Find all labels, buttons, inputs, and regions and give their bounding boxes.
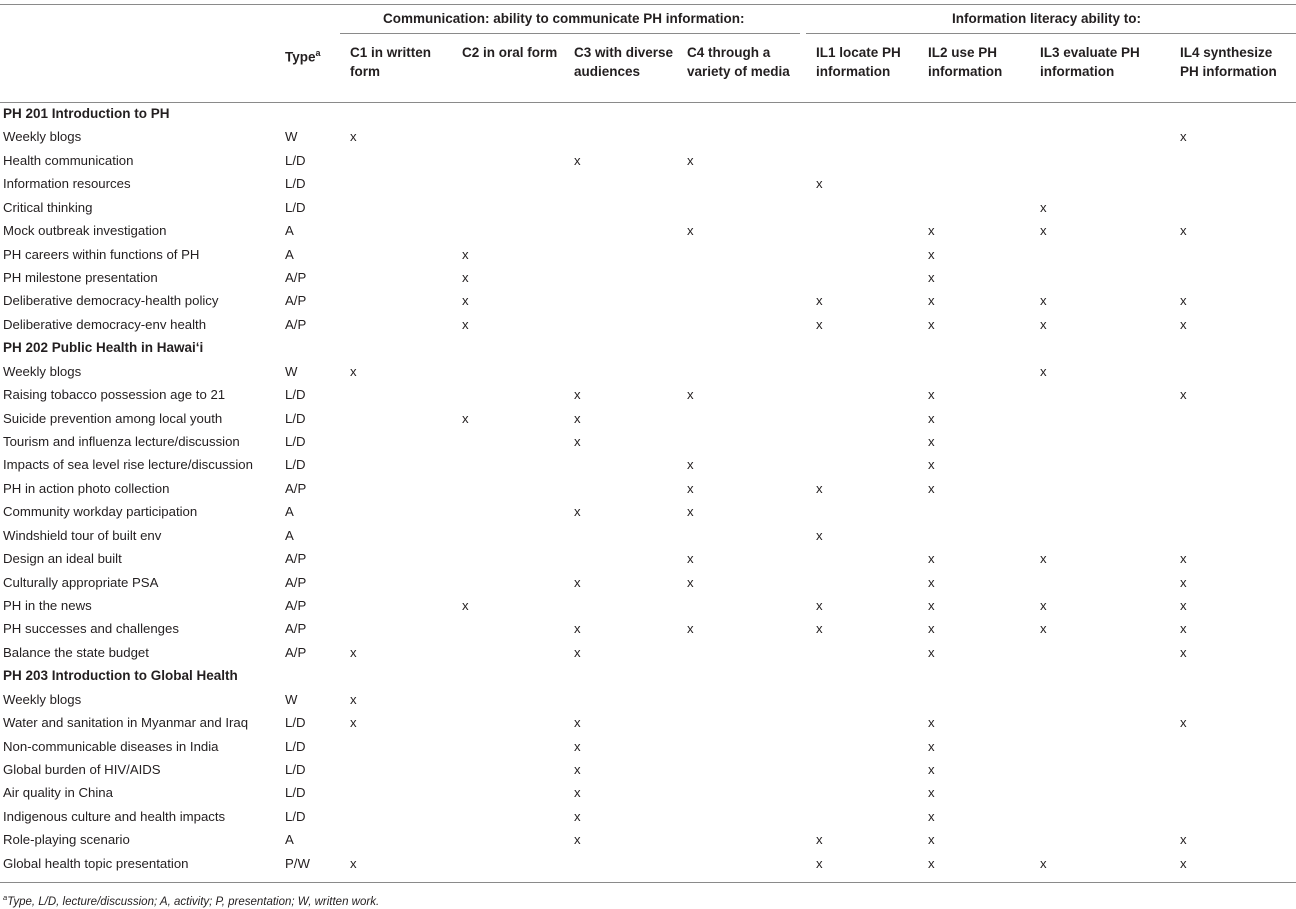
mark-cell-il4-synthesize: x — [1180, 621, 1187, 637]
mark-cell-il2-use: x — [928, 855, 935, 871]
type-cell: W — [285, 691, 298, 707]
type-cell: A/P — [285, 621, 307, 637]
mark-cell-il2-use: x — [928, 434, 935, 450]
table-row — [0, 314, 1296, 337]
mark-cell-c4-variety-media: x — [687, 457, 694, 473]
mark-cell-il1-locate: x — [816, 832, 823, 848]
type-cell: L/D — [285, 457, 306, 473]
table-bottom-rule — [0, 882, 1296, 883]
activity-cell: Community workday participation — [3, 504, 198, 520]
type-cell: L/D — [285, 434, 306, 450]
mark-cell-c1-written: x — [350, 644, 357, 660]
mark-cell-il2-use: x — [928, 410, 935, 426]
table-row — [0, 173, 1296, 196]
mark-cell-il3-evaluate: x — [1040, 621, 1047, 637]
mark-cell-il2-use: x — [928, 574, 935, 590]
mark-cell-c1-written: x — [350, 363, 357, 379]
table-row — [0, 642, 1296, 665]
mark-cell-il2-use: x — [928, 246, 935, 262]
mark-cell-c3-diverse-audiences: x — [574, 434, 581, 450]
mark-cell-il1-locate: x — [816, 480, 823, 496]
mark-cell-c3-diverse-audiences: x — [574, 832, 581, 848]
column-header-il2-use: IL2 use PH information — [928, 45, 1003, 79]
table-row — [0, 431, 1296, 454]
mark-cell-c4-variety-media: x — [687, 621, 694, 637]
mark-cell-c3-diverse-audiences: x — [574, 387, 581, 403]
type-cell: L/D — [285, 176, 306, 192]
mark-cell-c2-oral: x — [462, 598, 469, 614]
mark-cell-il1-locate: x — [816, 527, 823, 543]
table-row — [0, 150, 1296, 173]
group-rule-communication — [340, 33, 800, 34]
type-cell: L/D — [285, 738, 306, 754]
mark-cell-il4-synthesize: x — [1180, 387, 1187, 403]
mark-cell-il3-evaluate: x — [1040, 551, 1047, 567]
mark-cell-il4-synthesize: x — [1180, 598, 1187, 614]
table-row — [0, 408, 1296, 431]
mark-cell-il3-evaluate: x — [1040, 855, 1047, 871]
mark-cell-il2-use: x — [928, 316, 935, 332]
mark-cell-il3-evaluate: x — [1040, 363, 1047, 379]
mark-cell-c2-oral: x — [462, 410, 469, 426]
activity-cell: PH in action photo collection — [3, 480, 170, 496]
mark-cell-c4-variety-media: x — [687, 223, 694, 239]
activity-cell: Suicide prevention among local youth — [3, 410, 223, 426]
mark-cell-c2-oral: x — [462, 246, 469, 262]
table-row — [0, 525, 1296, 548]
section-title: PH 203 Introduction to Global Health — [3, 668, 238, 684]
type-cell: A/P — [285, 293, 307, 309]
table-row — [0, 126, 1296, 149]
mark-cell-il1-locate: x — [816, 621, 823, 637]
type-cell: L/D — [285, 387, 306, 403]
mark-cell-c3-diverse-audiences: x — [574, 762, 581, 778]
mark-cell-c2-oral: x — [462, 270, 469, 285]
activity-cell: Weekly blogs — [3, 363, 82, 379]
type-cell: A/P — [285, 551, 307, 567]
type-column-header — [285, 44, 321, 67]
activity-cell: Water and sanitation in Myanmar and Iraq — [3, 715, 249, 731]
mark-cell-il3-evaluate: x — [1040, 598, 1047, 614]
type-column-label: Type — [285, 49, 316, 65]
mark-cell-il4-synthesize: x — [1180, 316, 1187, 332]
mark-cell-il2-use: x — [928, 808, 935, 824]
table-row — [0, 853, 1296, 876]
type-cell: A/P — [285, 316, 307, 332]
section-header-row — [0, 337, 1296, 360]
mark-cell-il2-use: x — [928, 551, 935, 567]
table-row — [0, 759, 1296, 782]
column-header-il1-locate: IL1 locate PH information — [816, 45, 901, 79]
section-title: PH 201 Introduction to PH — [3, 106, 170, 121]
mark-cell-c1-written: x — [350, 715, 357, 731]
mark-cell-il2-use: x — [928, 644, 935, 660]
type-cell: A/P — [285, 598, 307, 614]
activity-cell: Weekly blogs — [3, 691, 82, 707]
table-row — [0, 244, 1296, 267]
column-header-c2-oral: C2 in oral form — [462, 45, 558, 60]
mark-cell-c4-variety-media: x — [687, 387, 694, 403]
group-header-communication: Communication: ability to communicate PH information: — [383, 11, 745, 26]
mark-cell-c3-diverse-audiences: x — [574, 644, 581, 660]
table-row — [0, 618, 1296, 641]
mark-cell-il3-evaluate: x — [1040, 293, 1047, 309]
type-cell: L/D — [285, 808, 306, 824]
type-cell: L/D — [285, 199, 306, 215]
mark-cell-c1-written: x — [350, 691, 357, 707]
table-row — [0, 197, 1296, 220]
column-header-c4-variety-media: C4 through a variety of media — [687, 45, 790, 79]
type-cell: A/P — [285, 480, 307, 496]
mark-cell-il2-use: x — [928, 387, 935, 403]
table-row — [0, 478, 1296, 501]
activity-cell: Non-communicable diseases in India — [3, 738, 219, 754]
type-cell: W — [285, 363, 298, 379]
table-row — [0, 454, 1296, 477]
mark-cell-c3-diverse-audiences: x — [574, 410, 581, 426]
mark-cell-il2-use: x — [928, 715, 935, 731]
activity-cell: Tourism and influenza lecture/discussion — [3, 434, 240, 450]
mark-cell-c2-oral: x — [462, 316, 469, 332]
section-header-row — [0, 665, 1296, 688]
mark-cell-c4-variety-media: x — [687, 480, 694, 496]
mark-cell-il2-use: x — [928, 270, 935, 285]
table-row — [0, 829, 1296, 852]
mark-cell-c3-diverse-audiences: x — [574, 808, 581, 824]
mark-cell-il2-use: x — [928, 223, 935, 239]
table-row — [0, 782, 1296, 805]
mark-cell-c3-diverse-audiences: x — [574, 738, 581, 754]
type-cell: P/W — [285, 855, 310, 871]
mark-cell-c1-written: x — [350, 855, 357, 871]
mark-cell-il1-locate: x — [816, 176, 823, 192]
type-cell: A — [285, 504, 294, 520]
mark-cell-il2-use: x — [928, 621, 935, 637]
mark-cell-c3-diverse-audiences: x — [574, 504, 581, 520]
mark-cell-il1-locate: x — [816, 316, 823, 332]
table-footnote — [3, 893, 379, 908]
activity-cell: Global burden of HIV/AIDS — [3, 762, 161, 778]
table-row — [0, 267, 1296, 290]
type-cell: A — [285, 832, 294, 848]
mark-cell-c3-diverse-audiences: x — [574, 574, 581, 590]
activity-cell: PH in the news — [3, 598, 92, 614]
mark-cell-il4-synthesize: x — [1180, 855, 1187, 871]
activity-cell: Indigenous culture and health impacts — [3, 808, 226, 824]
table-row — [0, 736, 1296, 759]
top-rule — [0, 4, 1296, 5]
group-header-information-literacy: Information literacy ability to: — [952, 11, 1142, 26]
activity-cell: Mock outbreak investigation — [3, 223, 167, 239]
mark-cell-c4-variety-media: x — [687, 574, 694, 590]
table-row — [0, 220, 1296, 243]
column-header-c3-diverse-audiences: C3 with diverse audiences — [574, 45, 674, 79]
mark-cell-c1-written: x — [350, 129, 357, 145]
activity-cell: PH successes and challenges — [3, 621, 179, 637]
table-row — [0, 290, 1296, 313]
mark-cell-il2-use: x — [928, 598, 935, 614]
activity-cell: Air quality in China — [3, 785, 113, 801]
activity-cell: Weekly blogs — [3, 129, 82, 145]
activity-cell: Culturally appropriate PSA — [3, 574, 159, 590]
mark-cell-c2-oral: x — [462, 293, 469, 309]
table-row — [0, 572, 1296, 595]
mark-cell-c4-variety-media: x — [687, 551, 694, 567]
mark-cell-c4-variety-media: x — [687, 152, 694, 168]
type-cell: L/D — [285, 410, 306, 426]
mark-cell-il2-use: x — [928, 738, 935, 754]
activity-cell: Information resources — [3, 176, 131, 192]
mark-cell-il4-synthesize: x — [1180, 644, 1187, 660]
type-cell: L/D — [285, 785, 306, 801]
mark-cell-il1-locate: x — [816, 293, 823, 309]
table-row — [0, 712, 1296, 735]
footnote-text: Type, L/D, lecture/discussion; A, activity; P, presentation; W, written work. — [7, 895, 380, 908]
mark-cell-il3-evaluate: x — [1040, 223, 1047, 239]
activity-cell: Design an ideal built — [3, 551, 122, 567]
mark-cell-c3-diverse-audiences: x — [574, 621, 581, 637]
activity-cell: Deliberative democracy-env health — [3, 316, 207, 332]
mark-cell-il2-use: x — [928, 480, 935, 496]
mark-cell-il2-use: x — [928, 762, 935, 778]
activity-cell: Raising tobacco possession age to 21 — [3, 387, 226, 403]
type-cell: A — [285, 527, 294, 543]
activity-cell: Balance the state budget — [3, 644, 149, 660]
type-cell: A/P — [285, 270, 307, 285]
mark-cell-c3-diverse-audiences: x — [574, 785, 581, 801]
mark-cell-c4-variety-media: x — [687, 504, 694, 520]
mark-cell-c3-diverse-audiences: x — [574, 152, 581, 168]
mark-cell-il1-locate: x — [816, 855, 823, 871]
table-row — [0, 384, 1296, 407]
activity-cell: Critical thinking — [3, 199, 93, 215]
activity-cell: Health communication — [3, 152, 134, 168]
mark-cell-il4-synthesize: x — [1180, 551, 1187, 567]
mark-cell-il3-evaluate: x — [1040, 316, 1047, 332]
activity-cell: Role-playing scenario — [3, 832, 130, 848]
mark-cell-il2-use: x — [928, 457, 935, 473]
type-cell: L/D — [285, 715, 306, 731]
activity-cell: Deliberative democracy-health policy — [3, 293, 219, 309]
section-header-row — [0, 103, 1296, 126]
column-header-il3-evaluate: IL3 evaluate PH information — [1040, 45, 1140, 79]
type-cell: L/D — [285, 762, 306, 778]
table-row — [0, 806, 1296, 829]
table-row — [0, 501, 1296, 524]
type-cell: A/P — [285, 574, 307, 590]
type-footnote-marker: a — [315, 48, 321, 58]
mark-cell-il1-locate: x — [816, 598, 823, 614]
table-row — [0, 595, 1296, 618]
mark-cell-il2-use: x — [928, 293, 935, 309]
activity-cell: PH careers within functions of PH — [3, 246, 200, 262]
type-cell: A — [285, 223, 294, 239]
table-row — [0, 361, 1296, 384]
mark-cell-il2-use: x — [928, 785, 935, 801]
activity-cell: PH milestone presentation — [3, 270, 158, 285]
column-header-il4-synthesize: IL4 synthesize PH information — [1180, 45, 1277, 79]
type-cell: A/P — [285, 644, 307, 660]
mark-cell-il4-synthesize: x — [1180, 715, 1187, 731]
activity-cell: Global health topic presentation — [3, 855, 189, 871]
column-header-c1-written: C1 in written form — [350, 45, 432, 79]
activity-cell: Impacts of sea level rise lecture/discussion — [3, 457, 253, 473]
table-row — [0, 548, 1296, 571]
mark-cell-il4-synthesize: x — [1180, 832, 1187, 848]
mark-cell-il4-synthesize: x — [1180, 574, 1187, 590]
type-cell: W — [285, 129, 298, 145]
mark-cell-il3-evaluate: x — [1040, 199, 1047, 215]
type-cell: A — [285, 246, 294, 262]
mark-cell-il4-synthesize: x — [1180, 293, 1187, 309]
activity-cell: Windshield tour of built env — [3, 527, 162, 543]
mark-cell-il4-synthesize: x — [1180, 223, 1187, 239]
section-title: PH 202 Public Health in Hawai‘i — [3, 340, 204, 356]
group-rule-information-literacy — [806, 33, 1296, 34]
mark-cell-il4-synthesize: x — [1180, 129, 1187, 145]
mark-cell-il2-use: x — [928, 832, 935, 848]
type-cell: L/D — [285, 152, 306, 168]
mark-cell-c3-diverse-audiences: x — [574, 715, 581, 731]
table-row — [0, 689, 1296, 712]
footnote-marker: a — [3, 893, 8, 902]
